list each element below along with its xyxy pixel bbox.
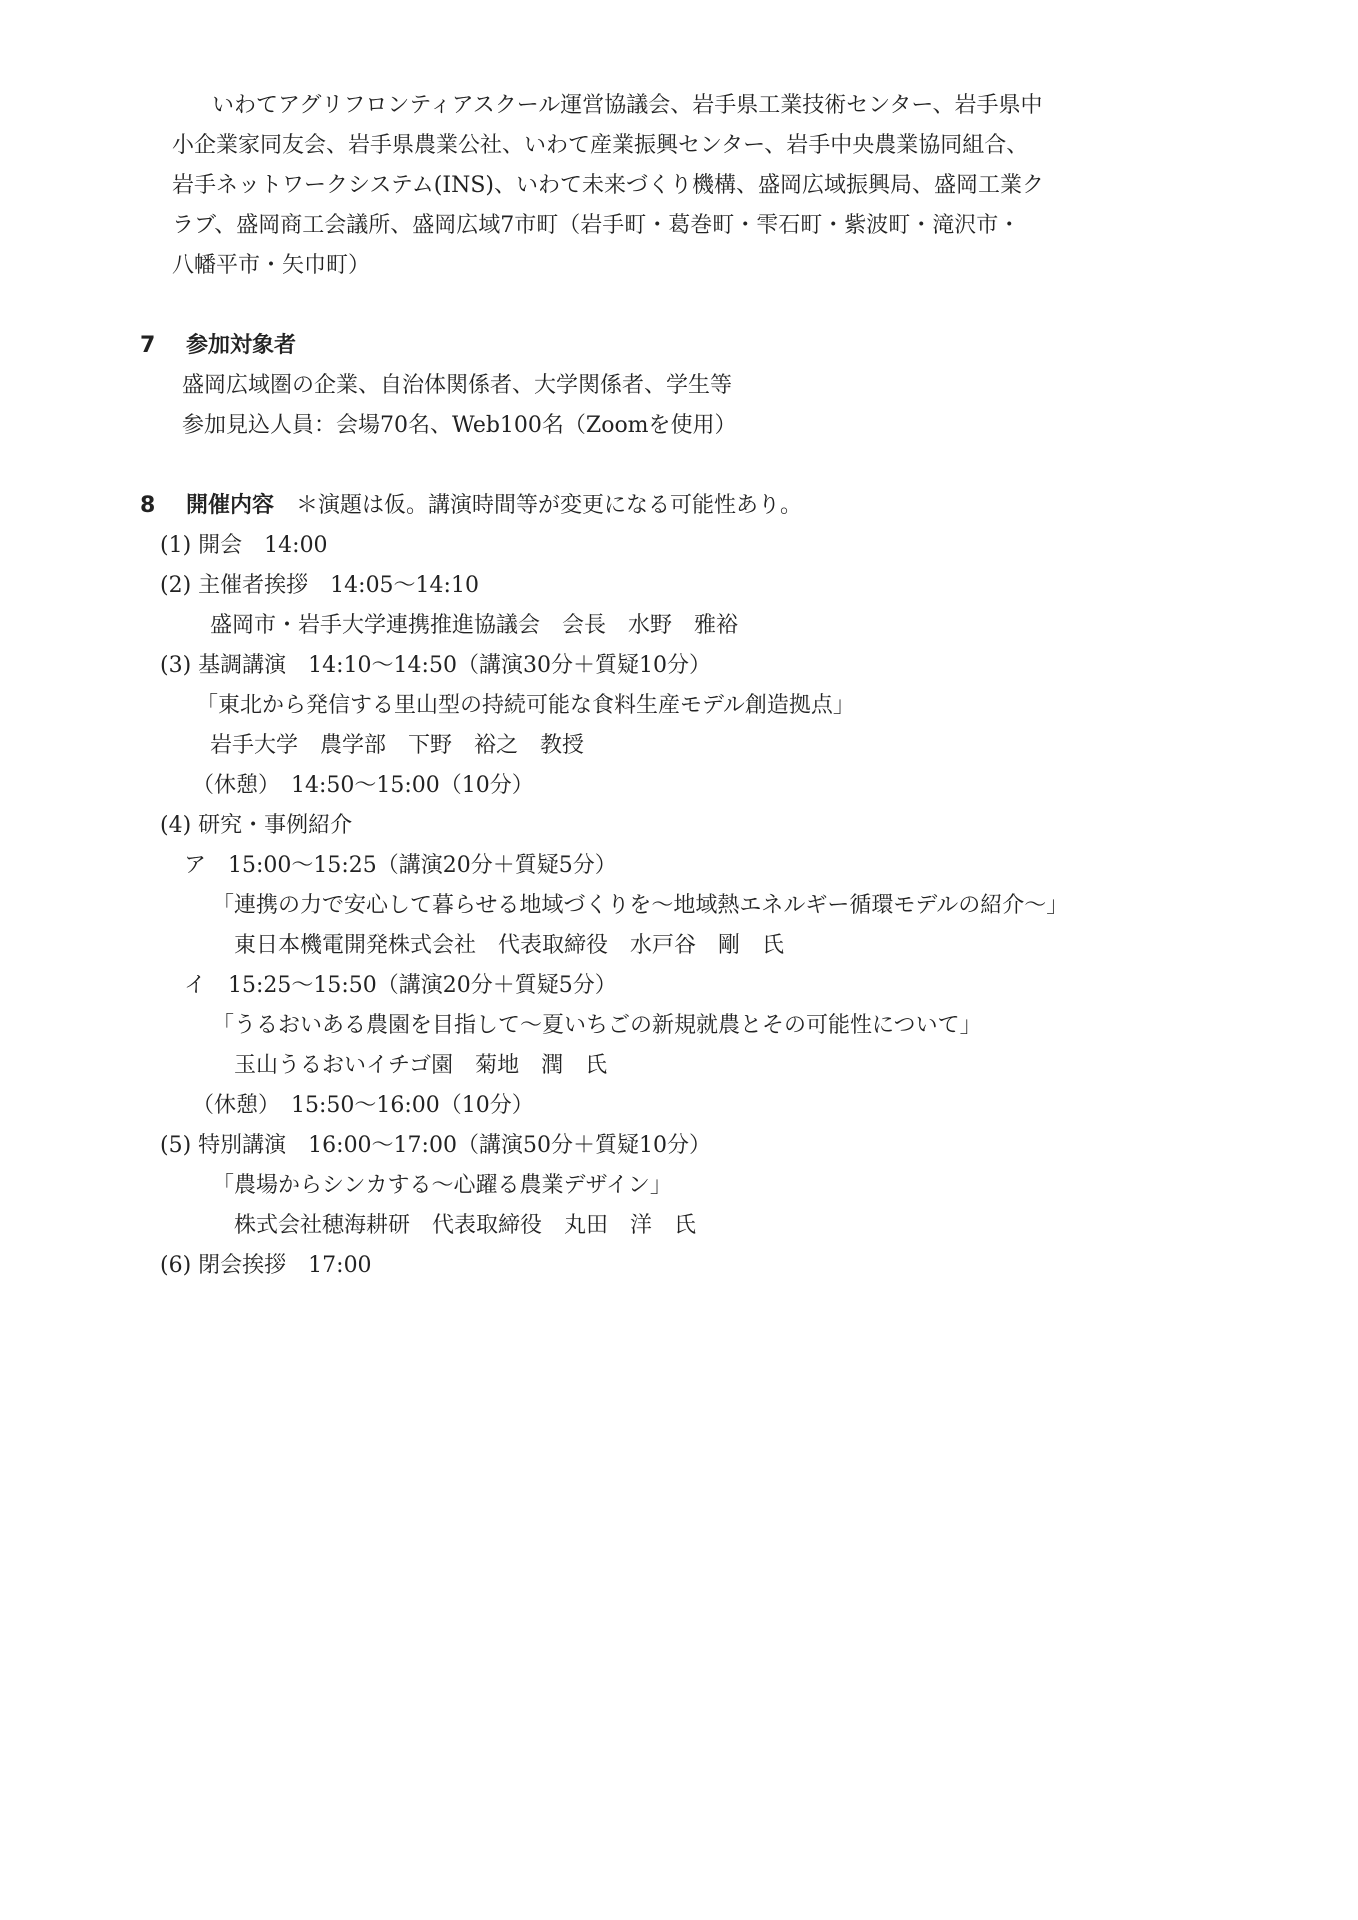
- program-item-research: (4) 研究・事例紹介: [160, 813, 353, 838]
- program-research-i-speaker: 玉山うるおいイチゴ園 菊地 潤 氏: [234, 1053, 608, 1078]
- section-8-number: 8: [140, 493, 156, 518]
- program-item-closing: (6) 閉会挨拶 17:00: [160, 1253, 372, 1278]
- program-item-special: (5) 特別講演 16:00～17:00（講演50分＋質疑10分）: [160, 1133, 711, 1158]
- program-keynote-title: 「東北から発信する里山型の持続可能な食料生産モデル創造拠点」: [196, 693, 855, 718]
- program-research-a-title: 「連携の力で安心して暮らせる地域づくりを～地域熱エネルギー循環モデルの紹介～」: [212, 893, 1069, 918]
- program-research-i-time: イ 15:25～15:50（講演20分＋質疑5分）: [184, 973, 617, 998]
- program-special-speaker: 株式会社穂海耕研 代表取締役 丸田 洋 氏: [234, 1213, 697, 1238]
- program-research-a-time: ア 15:00～15:25（講演20分＋質疑5分）: [184, 853, 617, 878]
- organizers-line-2: 小企業家同友会、岩手県農業公社、いわて産業振興センター、岩手中央農業協同組合、: [172, 133, 1029, 158]
- section-7-line-2: 参加見込人員：会場70名、Web100名（Zoomを使用）: [182, 413, 737, 438]
- organizers-line-3: 岩手ネットワークシステム(INS)、いわて未来づくり機構、盛岡広域振興局、盛岡工業ク: [172, 173, 1044, 198]
- program-keynote-speaker: 岩手大学 農学部 下野 裕之 教授: [210, 733, 585, 758]
- section-7-number: 7: [140, 333, 156, 358]
- organizers-line-4: ラブ、盛岡商工会議所、盛岡広域7市町（岩手町・葛巻町・雫石町・紫波町・滝沢市・: [172, 213, 1021, 238]
- program-break-1: （休憩） 14:50～15:00（10分）: [192, 773, 534, 798]
- section-8-note: ＊演題は仮。講演時間等が変更になる可能性あり。: [296, 493, 803, 518]
- section-8-heading: [140, 492, 802, 520]
- section-7-title: 参加対象者: [186, 333, 297, 358]
- organizers-line-5: 八幡平市・矢巾町）: [172, 253, 371, 278]
- section-7-line-1: 盛岡広域圏の企業、自治体関係者、大学関係者、学生等: [182, 373, 733, 398]
- program-greeting-speaker: 盛岡市・岩手大学連携推進協議会 会長 水野 雅裕: [210, 613, 739, 638]
- program-item-keynote: (3) 基調講演 14:10～14:50（講演30分＋質疑10分）: [160, 653, 711, 678]
- program-research-a-speaker: 東日本機電開発株式会社 代表取締役 水戸谷 剛 氏: [234, 933, 785, 958]
- program-research-i-title: 「うるおいある農園を目指して～夏いちごの新規就農とその可能性について」: [212, 1013, 982, 1038]
- program-break-2: （休憩） 15:50～16:00（10分）: [192, 1093, 534, 1118]
- program-special-title: 「農場からシンカする～心躍る農業デザイン」: [212, 1173, 672, 1198]
- section-8-title: 開催内容: [186, 493, 275, 518]
- organizers-line-1: いわてアグリフロンティアスクール運営協議会、岩手県工業技術センター、岩手県中: [212, 93, 1043, 118]
- section-7-heading: [140, 332, 296, 360]
- program-item-opening: (1) 開会 14:00: [160, 533, 328, 558]
- program-item-greeting: (2) 主催者挨拶 14:05～14:10: [160, 573, 479, 598]
